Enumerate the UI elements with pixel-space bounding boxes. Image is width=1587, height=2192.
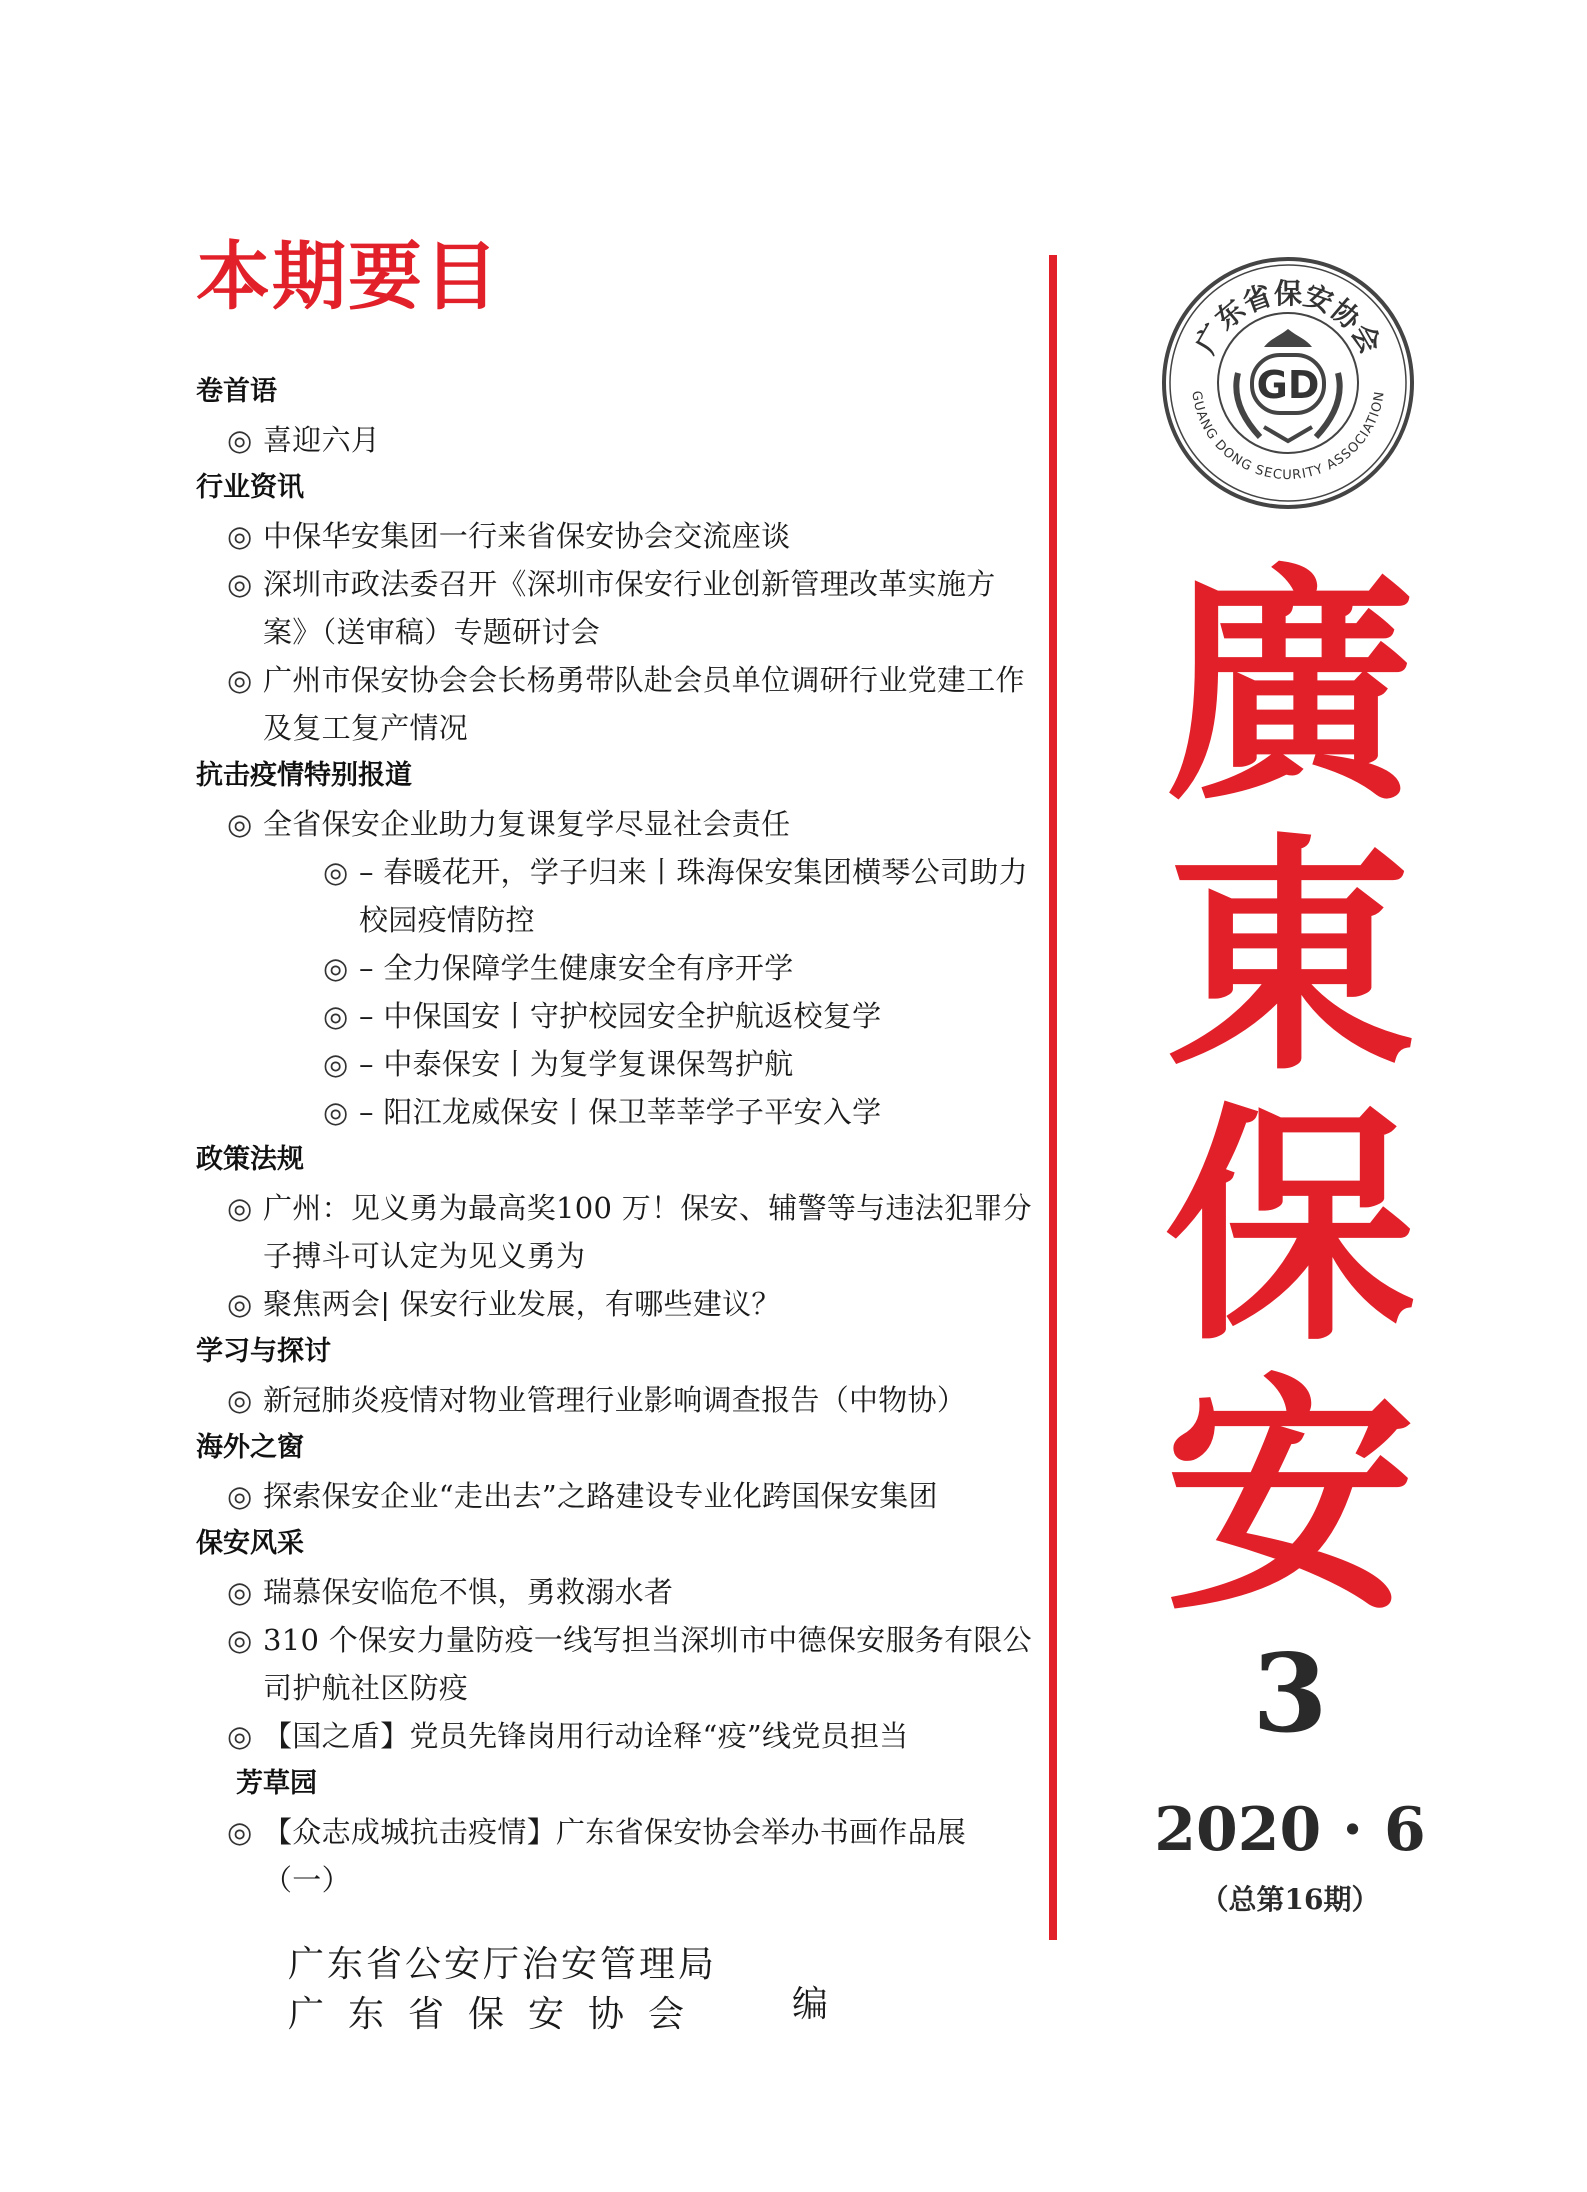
publisher-block xyxy=(288,1940,717,2040)
issue-date: 2020 · 6 xyxy=(1154,1795,1426,1865)
toc-section-heading: 行业资讯 xyxy=(196,472,304,503)
toc-section-heading: 卷首语 xyxy=(196,376,277,407)
toc-item-text: – 春暖花开，学子归来丨珠海保安集团横琴公司助力校园疫情防控 xyxy=(359,855,1028,937)
toc-item-text: 310 个保安力量防疫一线写担当深圳市中德保安服务有限公司护航社区防疫 xyxy=(263,1623,1032,1705)
toc-item xyxy=(196,1712,1036,1760)
toc-sub-item xyxy=(196,992,1036,1040)
toc-item-text: – 全力保障学生健康安全有序开学 xyxy=(359,951,794,985)
toc-item-text: – 中泰保安丨为复学复课保驾护航 xyxy=(359,1047,794,1081)
toc-item xyxy=(196,1568,1036,1616)
toc-bullet-icon: ◎ xyxy=(227,519,253,553)
toc-sub-item xyxy=(196,848,1036,944)
toc-item xyxy=(196,800,1036,848)
toc-item-text: 喜迎六月 xyxy=(263,423,381,457)
toc-item xyxy=(196,1376,1036,1424)
logo-cn-name: 广东省保安协会 xyxy=(1188,277,1388,360)
toc-sub-item xyxy=(196,1040,1036,1088)
toc-bullet-icon: ◎ xyxy=(323,855,349,889)
association-logo xyxy=(1160,255,1416,511)
toc-item xyxy=(196,1184,1036,1280)
toc-item-text: 【国之盾】党员先锋岗用行动诠释“疫”线党员担当 xyxy=(263,1719,909,1753)
toc-bullet-icon: ◎ xyxy=(323,1095,349,1129)
toc-bullet-icon: ◎ xyxy=(323,1047,349,1081)
toc-bullet-icon: ◎ xyxy=(227,1815,253,1849)
toc-section-heading: 学习与探讨 xyxy=(196,1336,331,1367)
toc-bullet-icon: ◎ xyxy=(227,1575,253,1609)
toc-section-heading: 抗击疫情特别报道 xyxy=(196,760,412,791)
masthead-char-2: 東 xyxy=(1165,810,1415,1104)
logo-en-name: GUANG DONG SECURITY ASSOCIATION xyxy=(1188,389,1388,484)
publisher-line-1: 广东省公安厅治安管理局 xyxy=(288,1944,718,1985)
red-divider-line xyxy=(1049,255,1057,1940)
toc-bullet-icon: ◎ xyxy=(323,999,349,1033)
toc-item-text: 广州：见义勇为最高奖100 万！保安、辅警等与违法犯罪分子搏斗可认定为见义勇为 xyxy=(263,1191,1032,1273)
toc-bullet-icon: ◎ xyxy=(323,951,349,985)
toc-item-text: 【众志成城抗击疫情】广东省保安协会举办书画作品展（一） xyxy=(263,1815,967,1897)
toc-item-text: 广州市保安协会会长杨勇带队赴会员单位调研行业党建工作及复工复产情况 xyxy=(263,663,1025,745)
toc-item xyxy=(196,1808,1036,1904)
toc-item-text: 全省保安企业助力复课复学尽显社会责任 xyxy=(263,807,791,841)
toc-bullet-icon: ◎ xyxy=(227,1623,253,1657)
toc-item xyxy=(196,656,1036,752)
total-issue-number: （总第16期） xyxy=(1200,1883,1380,1916)
toc-item xyxy=(196,512,1036,560)
toc-bullet-icon: ◎ xyxy=(227,807,253,841)
toc-item-text: 深圳市政法委召开《深圳市保安行业创新管理改革实施方案》（送审稿）专题研讨会 xyxy=(263,567,996,649)
magazine-masthead xyxy=(1140,545,1440,1615)
toc-section-heading: 海外之窗 xyxy=(196,1432,304,1463)
table-of-contents xyxy=(196,368,1036,1904)
toc-item xyxy=(196,416,1036,464)
toc-item xyxy=(196,1616,1036,1712)
publisher-line-2: 广东省保安协会 xyxy=(288,1994,709,2035)
logo-initials: GD xyxy=(1256,363,1320,407)
toc-item-text: 新冠肺炎疫情对物业管理行业影响调查报告（中物协） xyxy=(263,1383,967,1417)
toc-bullet-icon: ◎ xyxy=(227,1719,253,1753)
toc-section-heading: 芳草园 xyxy=(236,1768,317,1799)
toc-bullet-icon: ◎ xyxy=(227,1383,253,1417)
toc-bullet-icon: ◎ xyxy=(227,567,253,601)
toc-bullet-icon: ◎ xyxy=(227,1191,253,1225)
toc-section-heading: 政策法规 xyxy=(196,1144,304,1175)
toc-item-text: 探索保安企业“走出去”之路建设专业化跨国保安集团 xyxy=(263,1479,938,1513)
toc-item-text: 瑞慕保安临危不惧，勇救溺水者 xyxy=(263,1575,674,1609)
toc-sub-item xyxy=(196,1088,1036,1136)
toc-title: 本期要目 xyxy=(196,234,500,320)
toc-sub-item xyxy=(196,944,1036,992)
toc-bullet-icon: ◎ xyxy=(227,423,253,457)
masthead-char-4: 安 xyxy=(1165,1350,1415,1615)
toc-bullet-icon: ◎ xyxy=(227,1287,253,1321)
toc-item xyxy=(196,1472,1036,1520)
toc-item-text: 聚焦两会| 保安行业发展，有哪些建议？ xyxy=(263,1287,781,1321)
toc-bullet-icon: ◎ xyxy=(227,663,253,697)
toc-item xyxy=(196,560,1036,656)
toc-item-text: 中保华安集团一行来省保安协会交流座谈 xyxy=(263,519,791,553)
toc-item-text: – 中保国安丨守护校园安全护航返校复学 xyxy=(359,999,882,1033)
toc-bullet-icon: ◎ xyxy=(227,1479,253,1513)
issue-number: 3 xyxy=(1252,1631,1328,1757)
toc-item xyxy=(196,1280,1036,1328)
toc-section-heading: 保安风采 xyxy=(196,1528,304,1559)
masthead-char-3: 保 xyxy=(1165,1080,1415,1374)
publisher-role: 编 xyxy=(792,1984,829,2025)
masthead-char-1: 廣 xyxy=(1165,545,1415,834)
toc-item-text: – 阳江龙威保安丨保卫莘莘学子平安入学 xyxy=(359,1095,882,1129)
